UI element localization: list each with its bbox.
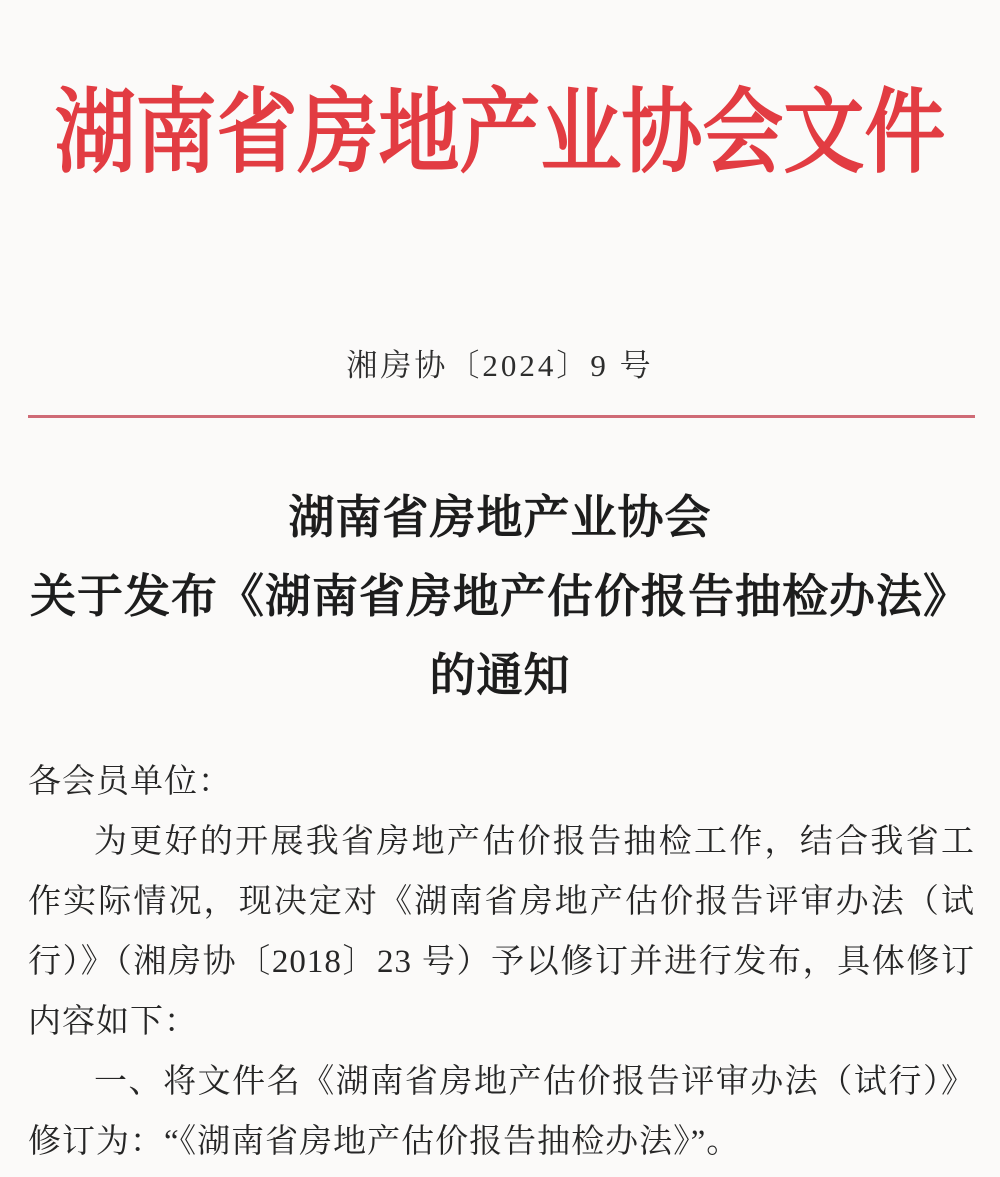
notice-title-line3: 的通知 <box>429 650 571 701</box>
red-header-banner <box>0 55 1000 210</box>
red-divider-line <box>28 415 975 418</box>
red-banner-title: 湖南省房地产业协会文件 <box>54 81 946 184</box>
notice-title-line1: 湖南省房地产业协会 <box>288 492 712 543</box>
salutation: 各会员单位： <box>28 764 232 800</box>
notice-body <box>28 752 975 1172</box>
notice-title-line2: 关于发布《湖南省房地产估价报告抽检办法》 <box>30 571 970 622</box>
notice-title <box>0 478 1000 715</box>
body-paragraph-1: 为更好的开展我省房地产估价报告抽检工作，结合我省工作实际情况，现决定对《湖南省房地产估价报告评审办法（试行）》（湘房协〔2018〕23 号）予以修订并进行发布，具体修订内容如下： <box>28 824 975 1040</box>
document-number: 湘房协〔2024〕9 号 <box>346 348 654 383</box>
body-paragraph-2: 一、将文件名《湖南省房地产估价报告评审办法（试行）》修订为：“《湖南省房地产估价报告抽检办法》”。 <box>28 1064 975 1160</box>
